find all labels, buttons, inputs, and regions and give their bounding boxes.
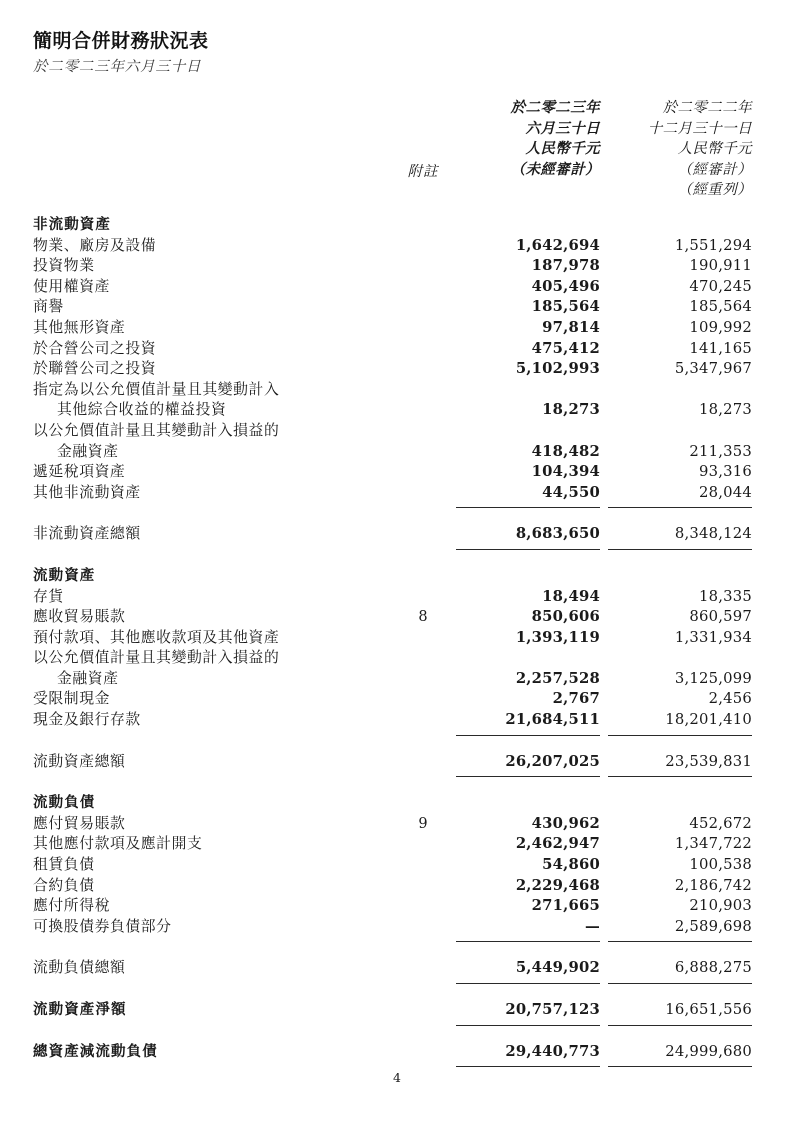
- row-value-2023: 44,550: [542, 483, 600, 501]
- page-number: 4: [393, 1070, 401, 1085]
- total-value-2022: 8,348,124: [674, 525, 752, 543]
- rule-2022: [608, 1066, 752, 1067]
- row-label: 商譽: [33, 298, 64, 316]
- row-label-continued: 金融資產: [57, 669, 119, 687]
- row-value-2022: 18,273: [699, 401, 752, 419]
- subtotal-rule-current-assets: [0, 731, 794, 742]
- total-label: 流動資產淨額: [33, 1002, 127, 1018]
- row-label-continued: 其他綜合收益的權益投資: [57, 401, 227, 419]
- total-label: 非流動資產總額: [33, 525, 141, 543]
- header-2022-line2: 十二月三十一日: [647, 120, 752, 137]
- total-row-current-liabilities: [0, 958, 794, 979]
- row-value-2022: 452,672: [689, 814, 752, 832]
- row-value-2022: 1,347,722: [674, 835, 752, 853]
- spacer: [0, 556, 794, 566]
- rule-2022: [608, 507, 752, 508]
- rule-2023: [456, 507, 600, 508]
- header-2022-line1: 於二零二二年: [662, 100, 752, 116]
- rule-2022: [608, 735, 752, 736]
- row-label: 合約負債: [33, 876, 95, 894]
- row-value-2023: 18,494: [542, 587, 600, 605]
- row-value-2022: 1,331,934: [674, 628, 752, 646]
- section-heading-label: 流動負債: [33, 795, 96, 812]
- row-value-2022: 5,347,967: [674, 360, 752, 378]
- table-row: [0, 587, 794, 608]
- row-value-2022: 2,589,698: [674, 917, 752, 935]
- spacer: [0, 990, 794, 1000]
- table-row: [0, 689, 794, 710]
- section-heading-label: 流動資產: [33, 567, 96, 584]
- subtotal-rule-current-liabilities: [0, 937, 794, 948]
- rule-2023: [456, 549, 600, 550]
- header-column-2023: [454, 98, 600, 180]
- row-value-2023: 850,606: [531, 608, 600, 626]
- table-row: [0, 318, 794, 339]
- row-value-2022: 860,597: [689, 608, 752, 626]
- row-label: 其他非流動資產: [33, 483, 141, 501]
- row-value-2022: 109,992: [689, 318, 752, 336]
- rule-2023: [456, 1025, 600, 1026]
- rule-2023: [456, 735, 600, 736]
- row-label: 遞延稅項資產: [33, 463, 126, 481]
- spacer: [0, 783, 794, 793]
- row-label: 指定為以公允價值計量且其變動計入: [33, 380, 280, 398]
- rule-2022: [608, 549, 752, 550]
- row-value-2022: 190,911: [689, 257, 752, 275]
- total-label: 流動資產總額: [33, 752, 126, 770]
- table-row: [0, 814, 794, 835]
- row-value-2023: 185,564: [531, 298, 600, 316]
- row-value-2022: 28,044: [699, 483, 752, 501]
- total-value-2022: 24,999,680: [665, 1042, 752, 1060]
- row-label: 物業、廠房及設備: [33, 236, 157, 254]
- total-row-total-assets-less-current-liabilities: [0, 1042, 794, 1063]
- header-2022-line5: （經重列）: [677, 182, 752, 198]
- total-rule-current-assets: [0, 772, 794, 783]
- total-label: 流動負債總額: [33, 959, 126, 977]
- rule-2023: [456, 776, 600, 777]
- section-heading-current-liabilities: [0, 793, 794, 814]
- table-row: [0, 855, 794, 876]
- row-label: 投資物業: [33, 257, 95, 275]
- row-value-2023: 475,412: [531, 339, 600, 357]
- total-value-2023: 20,757,123: [505, 1001, 600, 1018]
- total-row-non-current-assets: [0, 524, 794, 545]
- rule-2022: [608, 776, 752, 777]
- row-value-2023: 405,496: [531, 277, 600, 295]
- table-row: [0, 876, 794, 897]
- row-value-2023: 187,978: [531, 257, 600, 275]
- row-value-2023: 21,684,511: [505, 711, 600, 729]
- total-value-2022: 16,651,556: [665, 1001, 752, 1018]
- row-value-2022: 2,456: [708, 690, 752, 708]
- row-label: 於合營公司之投資: [33, 339, 157, 357]
- row-note: 8: [418, 609, 428, 626]
- statement-table: [0, 215, 794, 1073]
- table-row: [0, 462, 794, 483]
- table-row: [0, 442, 794, 463]
- row-value-2022: 18,335: [699, 587, 752, 605]
- title-block: [33, 30, 533, 77]
- row-value-2023: 2,229,468: [515, 876, 600, 894]
- row-value-2022: 100,538: [689, 856, 752, 874]
- header-2023-line2: 六月三十日: [525, 119, 600, 137]
- row-value-2022: 18,201,410: [665, 711, 752, 729]
- row-label: 預付款項、其他應收款項及其他資產: [33, 628, 280, 646]
- table-row: [0, 339, 794, 360]
- row-label: 租賃負債: [33, 856, 95, 874]
- row-label: 應付貿易賬款: [33, 814, 126, 832]
- row-label: 以公允價值計量且其變動計入損益的: [33, 649, 280, 667]
- row-label: 存貨: [33, 587, 64, 605]
- row-value-2023: 104,394: [531, 463, 600, 481]
- total-value-2022: 23,539,831: [665, 752, 752, 770]
- rule-2023: [456, 1066, 600, 1067]
- header-2023-line1: 於二零二三年: [510, 99, 600, 116]
- table-row-wrap: [0, 648, 794, 669]
- row-value-2023: 430,962: [531, 814, 600, 832]
- total-row-net-current-assets: [0, 1000, 794, 1021]
- header-2022-line3: 人民幣千元: [677, 141, 752, 157]
- total-value-2023: 5,449,902: [515, 959, 600, 977]
- row-label: 以公允價值計量且其變動計入損益的: [33, 421, 280, 439]
- table-row: [0, 607, 794, 628]
- column-headers: [0, 98, 794, 198]
- row-value-2023: 54,860: [542, 856, 600, 874]
- row-value-2023: 418,482: [531, 442, 600, 460]
- header-2023-line4: （未經審計）: [510, 160, 600, 178]
- total-value-2023: 8,683,650: [515, 525, 600, 543]
- table-row: [0, 256, 794, 277]
- page-title: 簡明合併財務狀況表: [33, 30, 209, 52]
- table-row: [0, 628, 794, 649]
- row-label: 應付所得稅: [33, 897, 110, 915]
- row-value-2023: 271,665: [531, 897, 600, 915]
- header-column-2022: [606, 98, 752, 201]
- total-value-2023: 26,207,025: [505, 752, 600, 770]
- spacer: [0, 948, 794, 958]
- total-row-current-assets: [0, 752, 794, 773]
- row-value-2023: —: [585, 917, 600, 935]
- table-row: [0, 400, 794, 421]
- row-value-2022: 93,316: [699, 463, 752, 481]
- row-note: 9: [418, 815, 428, 832]
- row-label: 其他應付款項及應計開支: [33, 835, 203, 853]
- table-row: [0, 834, 794, 855]
- row-value-2023: 18,273: [542, 401, 600, 419]
- table-row: [0, 483, 794, 504]
- row-label: 使用權資產: [33, 277, 110, 295]
- table-row: [0, 669, 794, 690]
- header-note-label: 附註: [407, 164, 439, 180]
- total-value-2023: 29,440,773: [505, 1042, 600, 1060]
- table-row: [0, 277, 794, 298]
- total-value-2022: 6,888,275: [674, 959, 752, 977]
- row-value-2023: 2,767: [552, 690, 600, 708]
- row-value-2023: 2,257,528: [515, 669, 600, 687]
- row-value-2022: 2,186,742: [674, 876, 752, 894]
- section-heading-label: 非流動資產: [33, 217, 111, 233]
- row-value-2022: 141,165: [689, 339, 752, 357]
- row-label: 可換股債券負債部分: [33, 917, 172, 935]
- row-label-continued: 金融資產: [57, 442, 119, 460]
- row-value-2022: 470,245: [689, 277, 752, 295]
- total-rule-net-current-assets: [0, 1021, 794, 1032]
- row-value-2022: 211,353: [689, 442, 752, 460]
- table-row: [0, 896, 794, 917]
- header-2022-line4: （經審計）: [677, 161, 752, 178]
- section-heading-non-current-assets: [0, 215, 794, 236]
- rule-2023: [456, 983, 600, 984]
- row-label: 於聯營公司之投資: [33, 360, 157, 378]
- spacer: [0, 514, 794, 524]
- row-value-2022: 1,551,294: [674, 236, 752, 254]
- rule-2022: [608, 941, 752, 942]
- row-label: 現金及銀行存款: [33, 711, 141, 729]
- subtotal-rule-non-current-assets: [0, 503, 794, 514]
- table-row: [0, 359, 794, 380]
- row-value-2022: 185,564: [689, 298, 752, 316]
- total-label: 總資產減流動負債: [33, 1043, 158, 1060]
- row-value-2023: 97,814: [542, 318, 600, 336]
- total-rule-non-current-assets: [0, 545, 794, 556]
- table-row: [0, 297, 794, 318]
- table-row: [0, 710, 794, 731]
- rule-2022: [608, 1025, 752, 1026]
- spacer: [0, 1032, 794, 1042]
- rule-2023: [456, 941, 600, 942]
- row-value-2023: 1,642,694: [515, 236, 600, 254]
- row-label: 其他無形資產: [33, 318, 126, 336]
- table-row-wrap: [0, 421, 794, 442]
- rule-2022: [608, 983, 752, 984]
- row-value-2023: 5,102,993: [515, 360, 600, 378]
- row-value-2023: 1,393,119: [515, 628, 600, 646]
- row-value-2022: 3,125,099: [674, 669, 752, 687]
- table-row-wrap: [0, 380, 794, 401]
- row-label: 應收貿易賬款: [33, 608, 126, 626]
- table-row: [0, 236, 794, 257]
- row-value-2022: 210,903: [689, 897, 752, 915]
- total-rule-current-liabilities: [0, 979, 794, 990]
- row-label: 受限制現金: [33, 690, 110, 708]
- row-value-2023: 2,462,947: [515, 835, 600, 853]
- spacer: [0, 742, 794, 752]
- header-2023-line3: 人民幣千元: [525, 140, 600, 157]
- table-row: [0, 917, 794, 938]
- section-heading-current-assets: [0, 566, 794, 587]
- page-subtitle: 於二零二三年六月三十日: [33, 58, 202, 75]
